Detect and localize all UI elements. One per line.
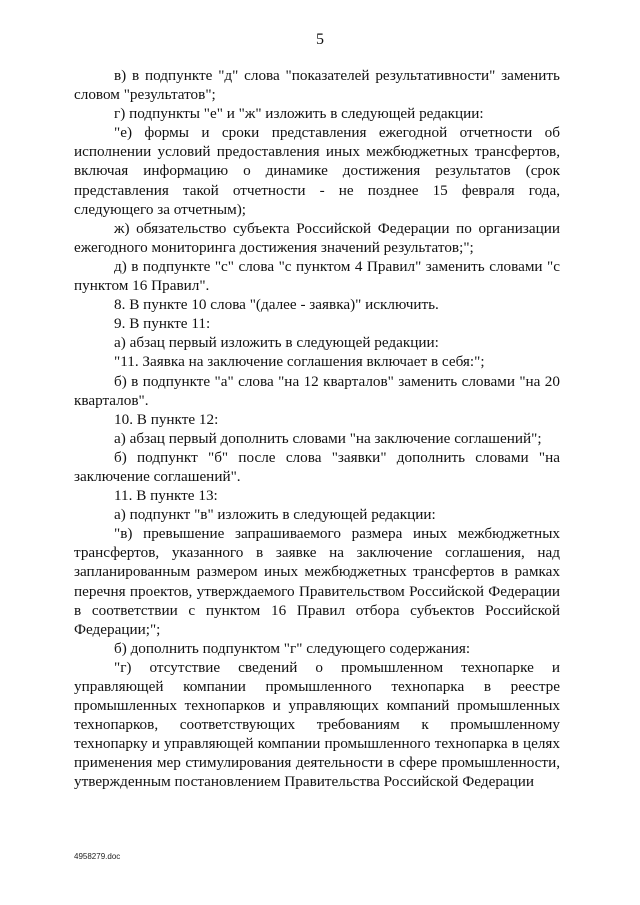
document-body (74, 66, 560, 792)
paragraph-item-11-sub-g: "г) отсутствие сведений о промышленном технопарке и управляющей компании промышленного технопарка в реестре промышленных технопарков и управляющих компаний промышленных технопарков, соответствующих требованиям к промышленному технопарку и управляющей компании промышленного технопарка в целях применения мер стимулирования деятельности в сфере промышленности, утвержденным постановлением Правительства Российской Федерации (74, 658, 560, 791)
paragraph-item-11-a: а) подпункт "в" изложить в следующей редакции: (114, 506, 436, 524)
paragraph-item-11-sub-v: "в) превышение запрашиваемого размера иных межбюджетных трансфертов, указанного в заявке на заключение соглашения, над запланированным размером иных межбюджетных трансфертов в рамках перечня проектов, утверждаемого Правительством Российской Федерации в соответствии с пунктом 16 Правил отбора субъектов Российской Федерации;"; (74, 525, 560, 638)
paragraph-item-9: 9. В пункте 11: (114, 315, 211, 333)
paragraph-amend-v: в) в подпункте "д" слова "показателей результативности" заменить словом "результатов"; (74, 67, 560, 104)
paragraph-item-9-b: б) в подпункте "а" слова "на 12 кварталов" заменить словами "на 20 кварталов". (74, 372, 560, 409)
paragraph-item-11-b: б) дополнить подпунктом "г" следующего содержания: (114, 639, 471, 657)
paragraph-item-10: 10. В пункте 12: (114, 410, 219, 428)
paragraph-item-10-b: б) подпункт "б" после слова "заявки" дополнить словами "на заключение соглашений". (74, 448, 560, 485)
paragraph-sub-zh: ж) обязательство субъекта Российской Федерации по организации ежегодного мониторинга достижения значений результатов;"; (74, 219, 560, 256)
paragraph-item-9-a: а) абзац первый изложить в следующей редакции: (114, 334, 439, 352)
paragraph-amend-d: д) в подпункте "с" слова "с пунктом 4 Правил" заменить словами "с пунктом 16 Правил". (74, 257, 560, 295)
paragraph-sub-e: "е) формы и сроки представления ежегодной отчетности об исполнении условий предоставления иных межбюджетных трансфертов, включая информацию о динамике достижения результатов (срок представления такой отчетности - не позднее 15 февраля года, следующего за отчетным); (74, 124, 560, 218)
paragraph-amend-g: г) подпункты "е" и "ж" изложить в следующей редакции: (114, 105, 484, 123)
paragraph-item-9-quote: "11. Заявка на заключение соглашения включает в себя:"; (114, 353, 485, 371)
paragraph-item-11: 11. В пункте 13: (114, 487, 218, 505)
footer-doc-code: 4958279.doc (74, 852, 121, 861)
page-number: 5 (316, 31, 324, 48)
paragraph-item-10-a: а) абзац первый дополнить словами "на заключение соглашений"; (114, 429, 542, 447)
paragraph-item-8: 8. В пункте 10 слова "(далее - заявка)" исключить. (114, 296, 439, 314)
